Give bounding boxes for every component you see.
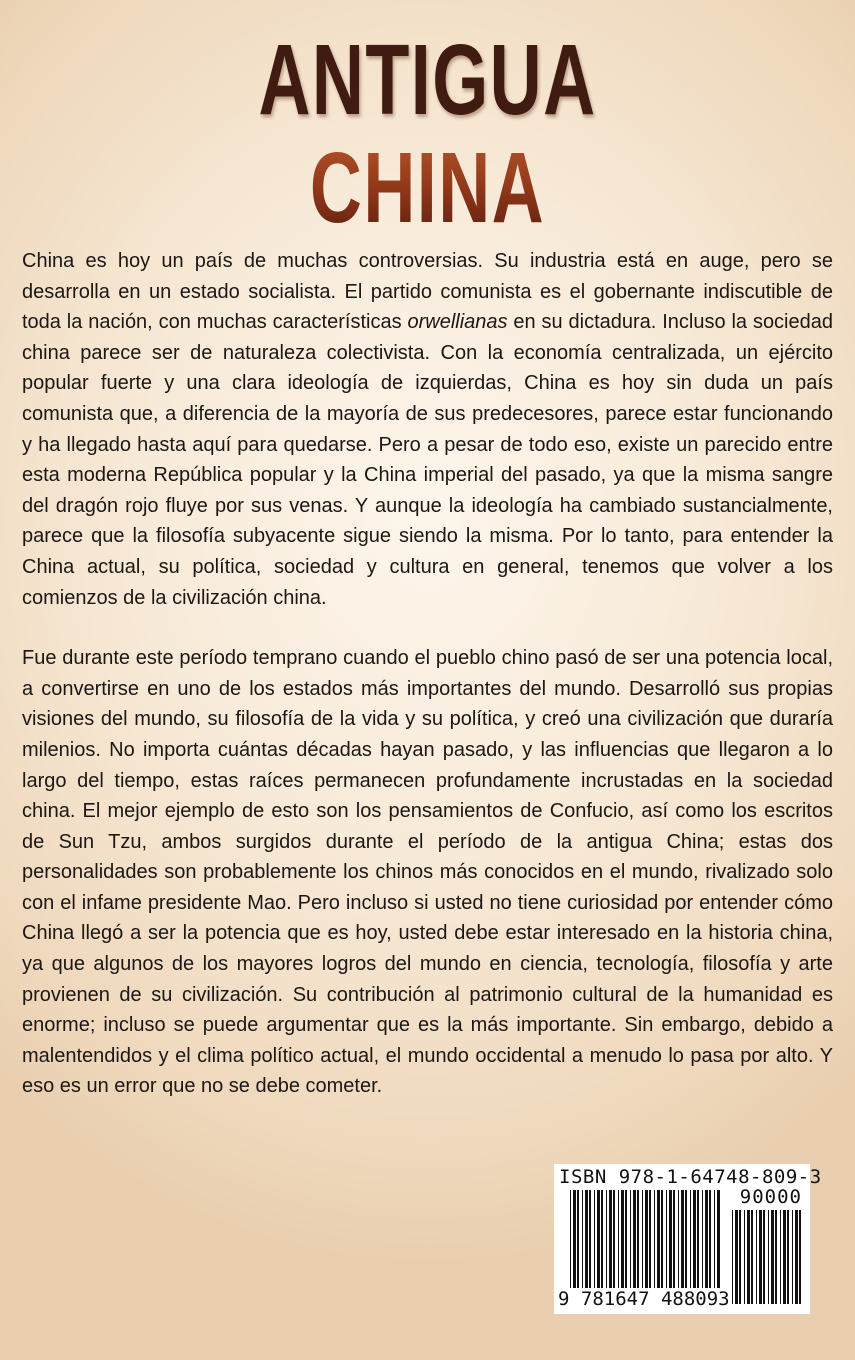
barcode-bar [705,1190,708,1288]
barcode-bar [768,1210,769,1304]
barcode-bar [633,1190,636,1288]
description-paragraph-2: Fue durante este período temprano cuando el pueblo chino pasó de ser una potencia local, a convertirse en uno de los estados más importantes del mundo. Desarrolló sus propias visiones del mundo, su filosofía de la vida y su política, y creó una civilización que duraría milenios. No importa cuántas décadas hayan pasado, y las influencias que llegaron a lo largo del tiempo, estas raíces permanecen profundamente incrustadas en la sociedad china. El mejor ejemplo de esto son los pensamientos de Confucio, así como los escritos de Sun Tzu, ambos surgidos durante el período de la antigua China; estas dos personalidades son probablemente los chinos más conocidos en el mundo, rivalizado solo con el infame presidente Mao. Pero incluso si usted no tiene curiosidad por entender cómo China llegó a ser la potencia que es hoy, usted debe estar interesado en la historia china, ya que algunos de los mayores logros del mundo en ciencia, tecnología, filosofía y arte provienen de su civilización. Su contribución al patrimonio cultural de la humanidad es enorme; incluso se puede argumentar que es la más importante. Sin embargo, debido a malentendidos y el clima político actual, el mundo occidental a menudo lo pasa por alto. Y eso es un error que no se debe cometer. [22,647,833,1098]
isbn-barcode [554,1164,822,1314]
barcode-bar [577,1190,579,1288]
barcode-bar [747,1210,750,1304]
barcode-digits: 9 781647 488093 [558,1288,730,1310]
paragraph-1-text-end: en su dictadura. Incluso la sociedad china parece ser de naturaleza colectivista. Con la economía centralizada, un ejército popular fuerte y una clara ideología de izquierdas, China es hoy sin duda un país comunista que, a diferencia de la mayoría de sus predecesores, parece estar funcionando y ha llegado hasta aquí para quedarse. Pero a pesar de todo eso, existe un parecido entre esta moderna República popular y la China imperial del pasado, ya que la misma sangre del dragón rojo fluye por sus venas. Y aunque la ideología ha cambiado sustancialmente, parece que la filosofía subyacente sigue siendo la misma. Por lo tanto, para entender la China actual, su política, sociedad y cultura en general, tenemos que volver a los comienzos de la civilización china. [22,311,833,609]
title-line-china: CHINA [120,138,736,238]
barcode-bar [570,1190,571,1288]
barcode-bar [799,1210,801,1304]
barcode-bar [763,1210,765,1304]
barcode-bar [783,1210,786,1304]
barcode-bar [637,1190,639,1288]
barcode-bar [625,1190,627,1288]
barcode-bar [669,1190,672,1288]
isbn-label: ISBN 978-1-64748-809-3 [559,1166,822,1188]
barcode-bar [609,1190,612,1288]
barcode-bar [678,1190,679,1288]
barcode-bar [792,1210,793,1304]
barcode-bar [681,1190,684,1288]
barcode-bar [589,1190,591,1288]
paragraph-1-text-start: China es hoy un país de muchas controversias. Su industria está en auge, pero se desarrolla en un estado socialista. El partido comunista es el gobernante indiscutible de toda la nación, con muchas características [22,250,833,334]
description-paragraph-1 [22,246,833,613]
barcode-bar [654,1190,655,1288]
paragraph-1-italic-word: orwellianas [407,311,508,334]
barcode-bar [771,1210,774,1304]
barcode-bar [693,1190,696,1288]
barcode-bar [775,1210,777,1304]
book-title [0,24,855,244]
barcode-bar [759,1210,762,1304]
barcode-bar [585,1190,588,1288]
barcode-bar [697,1190,699,1288]
barcode-bar [613,1190,615,1288]
barcode-bar [573,1190,576,1288]
barcode-bar [618,1190,619,1288]
barcode-bar [645,1190,648,1288]
barcode-bar [606,1190,607,1288]
barcode-bar [621,1190,624,1288]
barcode-bar [714,1190,715,1288]
barcode-bar [666,1190,667,1288]
barcode-bar [787,1210,789,1304]
barcode-bar [661,1190,663,1288]
barcode-bar [601,1190,603,1288]
barcode-bar [744,1210,745,1304]
barcode-bar [649,1190,651,1288]
price-addon-code: 90000 [739,1186,802,1208]
barcode-bar [732,1210,733,1304]
barcode-bar [685,1190,687,1288]
barcode-bar [756,1210,757,1304]
barcode-bar [739,1210,741,1304]
title-line-antigua: ANTIGUA [258,24,597,136]
barcode-bar [795,1210,798,1304]
barcode-bar [751,1210,753,1304]
barcode-bar [657,1190,660,1288]
barcode-bar [690,1190,691,1288]
barcode-bar [673,1190,675,1288]
barcode-bar [780,1210,781,1304]
barcode-bar [642,1190,643,1288]
barcode-bar [735,1210,738,1304]
barcode-bar [597,1190,600,1288]
barcode-bar [709,1190,711,1288]
barcode-bar [717,1190,720,1288]
barcode-bar [582,1190,583,1288]
barcode-bar [630,1190,631,1288]
back-cover-description [22,246,833,1102]
barcode-bar [594,1190,595,1288]
barcode-bar [702,1190,703,1288]
